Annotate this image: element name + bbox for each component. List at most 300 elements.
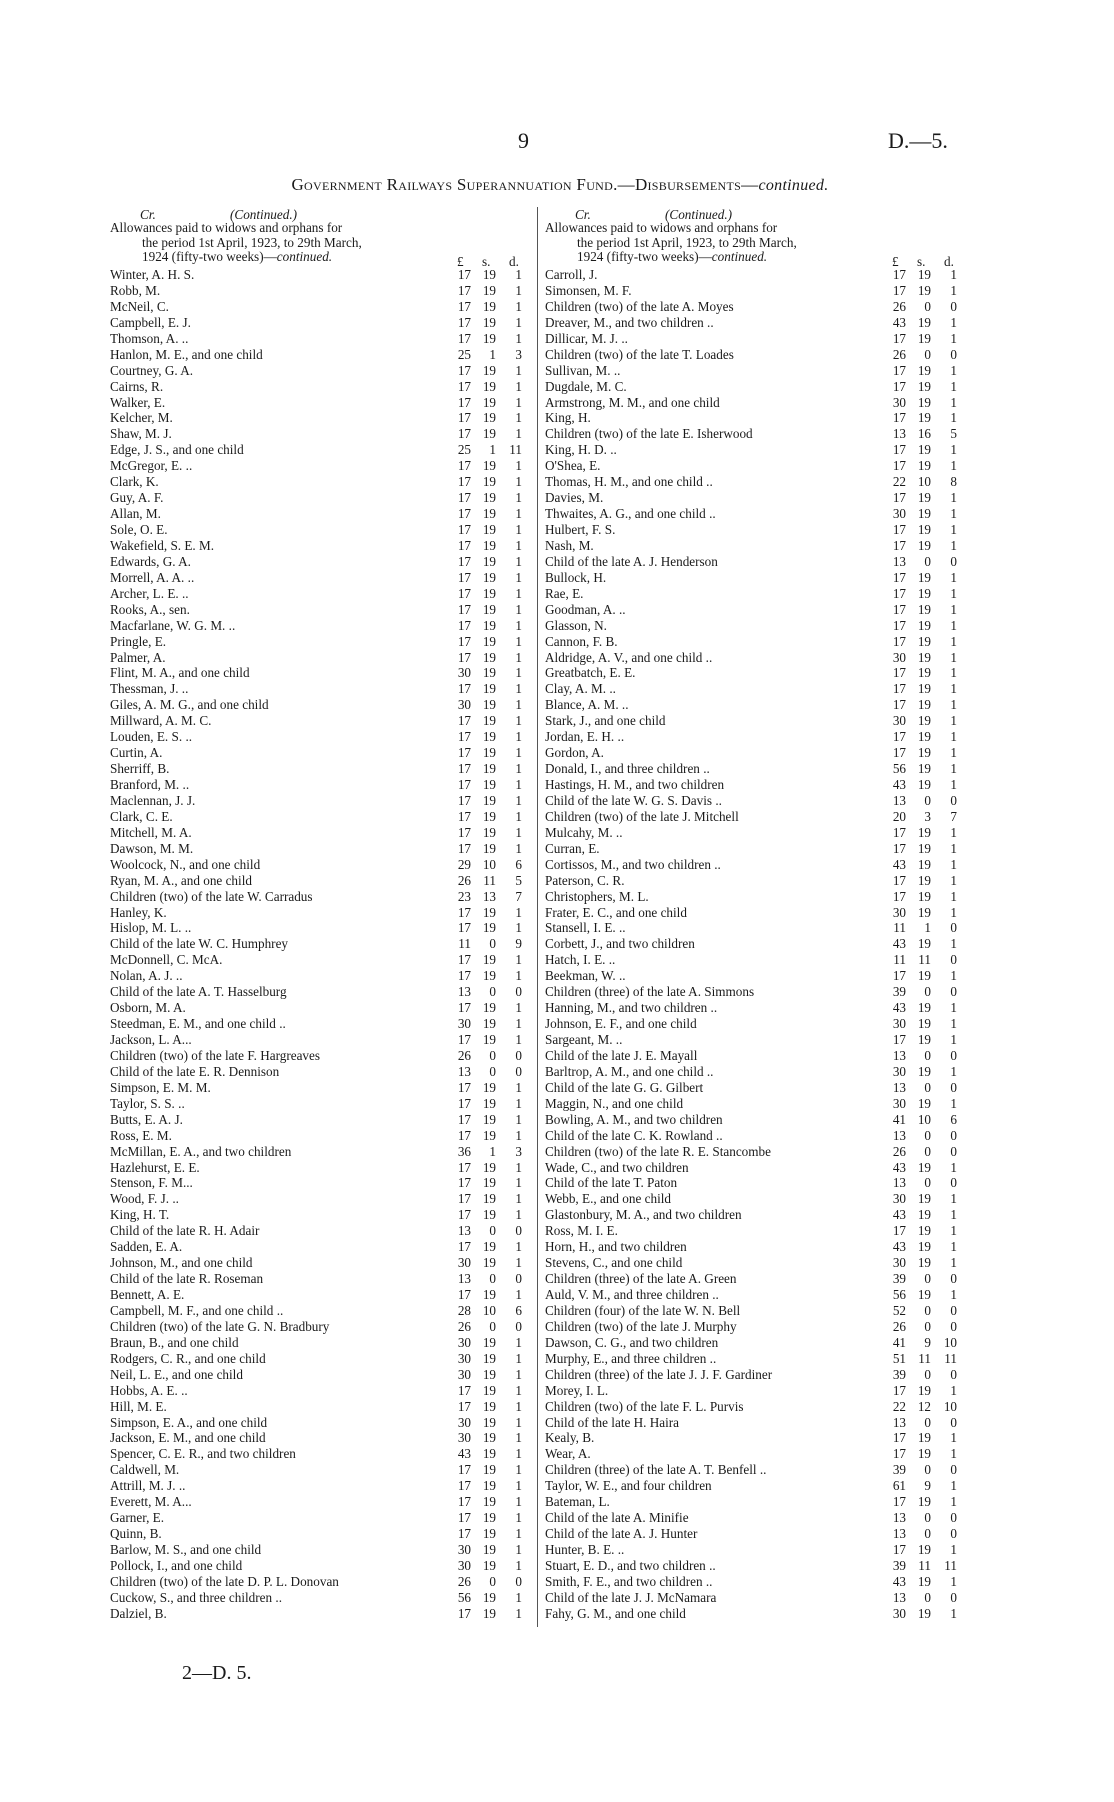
amount-pence: 1 xyxy=(950,968,957,984)
ledger-row xyxy=(110,1558,533,1574)
amount-pounds: 13 xyxy=(892,1414,906,1430)
amount-shillings: 3 xyxy=(924,808,931,824)
shilling-header: s. xyxy=(482,254,491,269)
amount-shillings: 19 xyxy=(917,713,931,729)
entry-name: Shaw, M. J. xyxy=(110,426,172,442)
ledger-row xyxy=(545,1606,968,1622)
entry-name: Child of the late W. C. Humphrey xyxy=(110,936,289,952)
amount-shillings: 0 xyxy=(489,1573,496,1589)
ledger-row xyxy=(110,395,533,411)
amount-pounds: 30 xyxy=(457,697,471,713)
entry-name: Hastings, H. M., and two children xyxy=(545,777,725,792)
ledger-row xyxy=(545,315,968,331)
amount-pence: 1 xyxy=(515,1526,522,1542)
amount-shillings: 10 xyxy=(917,1111,931,1127)
entry-name: Woolcock, N., and one child xyxy=(110,856,261,872)
entry-name: Jackson, L. A... xyxy=(110,1032,192,1047)
ledger-row xyxy=(110,681,533,697)
amount-pounds: 17 xyxy=(892,410,906,426)
entry-name: Stark, J., and one child xyxy=(545,713,666,729)
amount-pounds: 39 xyxy=(892,1271,906,1287)
amount-pence: 1 xyxy=(515,745,522,761)
amount-shillings: 19 xyxy=(917,697,931,713)
ledger-row xyxy=(545,1032,968,1048)
entry-name: Steedman, E. M., and one child .. xyxy=(110,1016,286,1032)
amount-shillings: 1 xyxy=(489,1143,496,1159)
amount-shillings: 19 xyxy=(482,1191,496,1207)
amount-shillings: 19 xyxy=(482,761,496,777)
amount-pounds: 17 xyxy=(457,1462,471,1478)
entry-name: Glasson, N. xyxy=(545,617,607,633)
ledger-row xyxy=(545,283,968,299)
amount-pounds: 41 xyxy=(892,1111,906,1127)
amount-shillings: 0 xyxy=(924,1462,931,1478)
amount-shillings: 19 xyxy=(482,665,496,681)
ledger-row xyxy=(545,1287,968,1303)
ledger-row xyxy=(545,1175,968,1191)
amount-shillings: 19 xyxy=(482,1350,496,1366)
amount-pounds: 17 xyxy=(892,1382,906,1398)
entry-name: Thomas, H. M., and one child .. xyxy=(545,474,713,490)
entry-name: Hatch, I. E. .. xyxy=(545,952,616,968)
amount-pence: 1 xyxy=(515,1287,522,1302)
ledger-row xyxy=(110,1223,533,1239)
amount-pence: 1 xyxy=(950,1542,957,1557)
amount-shillings: 19 xyxy=(482,1079,496,1095)
ledger-row xyxy=(110,442,533,458)
ledger-row xyxy=(545,1526,968,1542)
title-main: Government Railways Superannuation Fund.—Disbursements— xyxy=(291,175,759,194)
entry-name: Clark, K. xyxy=(110,474,159,490)
amount-pence: 1 xyxy=(515,267,522,282)
pence-header: d. xyxy=(509,254,519,269)
ledger-row xyxy=(545,1096,968,1112)
entry-name: King, H. T. xyxy=(110,1207,170,1223)
amount-shillings: 19 xyxy=(482,745,496,761)
amount-pence: 1 xyxy=(515,665,522,681)
amount-pounds: 17 xyxy=(457,298,471,314)
ledger-row xyxy=(110,793,533,809)
entry-name: Fahy, G. M., and one child xyxy=(545,1605,686,1621)
amount-shillings: 19 xyxy=(917,1542,931,1557)
amount-pounds: 17 xyxy=(457,1191,471,1207)
amount-pounds: 52 xyxy=(892,1302,906,1318)
ledger-row xyxy=(545,1574,968,1590)
amount-pounds: 17 xyxy=(892,585,906,601)
ledger-row xyxy=(545,809,968,825)
amount-pence: 0 xyxy=(515,1063,522,1079)
amount-shillings: 9 xyxy=(924,1334,931,1350)
ledger-row xyxy=(545,1160,968,1176)
amount-pounds: 11 xyxy=(893,920,906,936)
amount-pence: 10 xyxy=(943,1398,957,1414)
amount-pence: 1 xyxy=(950,681,957,697)
intro-line-3b: continued. xyxy=(276,249,333,264)
amount-pence: 1 xyxy=(950,649,957,665)
amount-pounds: 43 xyxy=(457,1446,471,1462)
entry-name: Thessman, J. .. xyxy=(110,681,189,697)
amount-shillings: 19 xyxy=(482,1589,496,1605)
entry-name: Child of the late H. Haira xyxy=(545,1414,680,1430)
entry-name: Osborn, M. A. xyxy=(110,1000,186,1016)
amount-pounds: 17 xyxy=(892,362,906,378)
ledger-row xyxy=(110,1590,533,1606)
ledger-row xyxy=(545,1383,968,1399)
page-number: 9 xyxy=(518,128,529,153)
amount-shillings: 19 xyxy=(482,569,496,585)
amount-pounds: 30 xyxy=(457,1255,471,1271)
ledger-row xyxy=(110,1239,533,1255)
amount-pence: 1 xyxy=(515,1366,522,1382)
amount-pence: 1 xyxy=(515,1191,522,1207)
amount-shillings: 19 xyxy=(917,1382,931,1398)
amount-shillings: 19 xyxy=(482,1542,496,1557)
amount-pence: 1 xyxy=(515,601,522,617)
amount-pounds: 26 xyxy=(892,298,906,314)
amount-shillings: 0 xyxy=(924,984,931,1000)
amount-shillings: 0 xyxy=(489,984,496,1000)
ledger-row xyxy=(545,889,968,905)
amount-pence: 1 xyxy=(950,665,957,681)
amount-shillings: 16 xyxy=(917,426,931,442)
amount-shillings: 0 xyxy=(924,553,931,569)
entry-name: Children (three) of the late J. J. F. Gardiner xyxy=(545,1366,773,1382)
amount-pounds: 11 xyxy=(458,936,471,952)
entry-name: Everett, M. A... xyxy=(110,1494,192,1510)
amount-pence: 0 xyxy=(950,792,957,808)
amount-pounds: 17 xyxy=(892,633,906,649)
amount-pounds: 17 xyxy=(457,713,471,729)
entry-name: Children (two) of the late J. Mitchell xyxy=(545,808,739,824)
amount-pounds: 17 xyxy=(892,490,906,506)
entry-name: Simpson, E. A., and one child xyxy=(110,1414,268,1430)
amount-pounds: 30 xyxy=(457,1334,471,1350)
ledger-row xyxy=(110,1096,533,1112)
amount-shillings: 19 xyxy=(917,378,931,394)
amount-shillings: 19 xyxy=(917,1239,931,1255)
amount-pence: 1 xyxy=(515,824,522,840)
amount-pounds: 26 xyxy=(457,1047,471,1063)
amount-pounds: 13 xyxy=(457,1063,471,1079)
ledger-row xyxy=(110,1128,533,1144)
amount-pounds: 17 xyxy=(457,617,471,633)
amount-pence: 1 xyxy=(515,314,522,330)
ledger-row xyxy=(545,1590,968,1606)
entry-name: Edge, J. S., and one child xyxy=(110,442,244,458)
amount-pounds: 17 xyxy=(457,267,471,282)
amount-pence: 1 xyxy=(515,968,522,984)
ledger-row xyxy=(545,984,968,1000)
amount-shillings: 19 xyxy=(482,314,496,330)
ledger-row xyxy=(545,426,968,442)
amount-pounds: 30 xyxy=(892,506,906,522)
title-continued: continued. xyxy=(758,177,829,194)
entry-name: Morrell, A. A. .. xyxy=(110,569,195,585)
amount-shillings: 19 xyxy=(482,1287,496,1302)
amount-shillings: 19 xyxy=(917,1573,931,1589)
amount-shillings: 0 xyxy=(924,792,931,808)
cr-label: Cr. xyxy=(575,207,591,222)
ledger-row xyxy=(110,634,533,650)
amount-shillings: 0 xyxy=(924,1414,931,1430)
amount-pence: 1 xyxy=(515,840,522,856)
amount-pounds: 56 xyxy=(892,761,906,777)
entry-name: Child of the late E. R. Dennison xyxy=(110,1063,280,1079)
amount-pence: 1 xyxy=(515,362,522,378)
entry-name: Children (three) of the late A. T. Benfell .. xyxy=(545,1462,767,1478)
amount-pounds: 30 xyxy=(457,1016,471,1032)
amount-pence: 1 xyxy=(515,378,522,394)
amount-pounds: 17 xyxy=(457,410,471,426)
pence-header: d. xyxy=(944,254,954,269)
entry-name: Children (two) of the late A. Moyes xyxy=(545,298,734,314)
amount-pounds: 17 xyxy=(457,1095,471,1111)
entry-name: Goodman, A. .. xyxy=(545,601,626,617)
entry-name: Armstrong, M. M., and one child xyxy=(545,394,720,410)
left-column xyxy=(110,207,533,1622)
amount-pounds: 43 xyxy=(892,936,906,952)
ledger-row xyxy=(545,1478,968,1494)
amount-shillings: 19 xyxy=(482,808,496,824)
amount-shillings: 19 xyxy=(482,298,496,314)
amount-pence: 1 xyxy=(950,585,957,601)
amount-pounds: 43 xyxy=(892,1159,906,1175)
entry-name: Hislop, M. L. .. xyxy=(110,920,192,936)
amount-shillings: 19 xyxy=(482,697,496,713)
ledger-row xyxy=(545,1000,968,1016)
entry-name: Child of the late A. J. Henderson xyxy=(545,553,718,569)
entry-name: Caldwell, M. xyxy=(110,1462,180,1478)
amount-pounds: 13 xyxy=(892,1526,906,1542)
amount-shillings: 10 xyxy=(917,474,931,490)
amount-pence: 0 xyxy=(515,1271,522,1287)
amount-pence: 11 xyxy=(509,442,522,458)
amount-pence: 0 xyxy=(950,1047,957,1063)
amount-shillings: 19 xyxy=(917,522,931,537)
amount-pounds: 56 xyxy=(457,1589,471,1605)
money-headers xyxy=(884,254,964,268)
amount-shillings: 19 xyxy=(482,1255,496,1271)
ledger-row xyxy=(110,379,533,395)
amount-shillings: 19 xyxy=(482,330,496,346)
amount-pence: 1 xyxy=(515,729,522,745)
amount-shillings: 19 xyxy=(917,1494,931,1510)
amount-pence: 1 xyxy=(515,474,522,490)
amount-shillings: 19 xyxy=(917,904,931,920)
amount-pounds: 17 xyxy=(892,1032,906,1047)
ledger-row xyxy=(110,1271,533,1287)
amount-pounds: 17 xyxy=(892,537,906,553)
amount-pence: 1 xyxy=(950,1287,957,1302)
amount-pence: 1 xyxy=(950,729,957,745)
amount-pounds: 17 xyxy=(457,968,471,984)
amount-pence: 1 xyxy=(950,1223,957,1239)
entry-name: Child of the late T. Paton xyxy=(545,1175,678,1191)
amount-pence: 1 xyxy=(515,1605,522,1621)
amount-shillings: 19 xyxy=(482,617,496,633)
intro-text xyxy=(545,221,875,265)
ledger-row xyxy=(110,331,533,347)
entry-name: Pollock, I., and one child xyxy=(110,1557,243,1573)
ledger-row xyxy=(545,968,968,984)
amount-pounds: 41 xyxy=(892,1334,906,1350)
amount-shillings: 19 xyxy=(917,761,931,777)
amount-pounds: 17 xyxy=(892,968,906,984)
amount-pence: 1 xyxy=(950,569,957,585)
ledger-row xyxy=(545,1128,968,1144)
ledger-row xyxy=(545,1430,968,1446)
amount-pence: 0 xyxy=(515,984,522,1000)
entry-name: Hanley, K. xyxy=(110,904,167,920)
ledger-row xyxy=(110,729,533,745)
amount-pounds: 17 xyxy=(457,378,471,394)
ledger-row xyxy=(545,1510,968,1526)
entry-name: Barlow, M. S., and one child xyxy=(110,1542,262,1557)
amount-shillings: 0 xyxy=(924,1526,931,1542)
amount-shillings: 19 xyxy=(482,1478,496,1494)
ledger-row xyxy=(110,1175,533,1191)
ledger-row xyxy=(110,697,533,713)
amount-shillings: 1 xyxy=(924,920,931,936)
amount-pounds: 17 xyxy=(892,442,906,458)
ledger-row xyxy=(545,1399,968,1415)
amount-pounds: 17 xyxy=(457,522,471,537)
amount-pence: 1 xyxy=(950,1430,957,1446)
ledger-row xyxy=(545,952,968,968)
entry-name: Davies, M. xyxy=(545,490,604,506)
amount-pounds: 17 xyxy=(457,474,471,490)
amount-pence: 1 xyxy=(950,617,957,633)
amount-pence: 0 xyxy=(950,920,957,936)
entry-name: Curtin, A. xyxy=(110,745,163,761)
ledger-row xyxy=(545,1144,968,1160)
footer-signature: 2—D. 5. xyxy=(182,1662,252,1684)
amount-pence: 1 xyxy=(950,824,957,840)
amount-pounds: 17 xyxy=(457,1032,471,1047)
amount-pounds: 17 xyxy=(457,569,471,585)
amount-pounds: 17 xyxy=(892,267,906,282)
entry-name: Curran, E. xyxy=(545,840,600,856)
amount-pence: 1 xyxy=(950,713,957,729)
amount-pounds: 17 xyxy=(457,729,471,745)
ledger-row xyxy=(545,665,968,681)
shilling-header: s. xyxy=(917,254,926,269)
ledger-row xyxy=(110,1016,533,1032)
entry-name: Murphy, E., and three children .. xyxy=(545,1350,717,1366)
amount-pence: 1 xyxy=(515,585,522,601)
amount-shillings: 11 xyxy=(483,872,496,888)
amount-pence: 1 xyxy=(950,936,957,952)
entry-name: Mulcahy, M. .. xyxy=(545,824,623,840)
amount-pounds: 26 xyxy=(457,872,471,888)
amount-pounds: 17 xyxy=(892,697,906,713)
amount-shillings: 19 xyxy=(917,569,931,585)
ledger-row xyxy=(110,1542,533,1558)
entry-name: Dalziel, B. xyxy=(110,1605,167,1621)
amount-pence: 6 xyxy=(515,1302,522,1318)
amount-shillings: 19 xyxy=(917,601,931,617)
amount-shillings: 19 xyxy=(917,856,931,872)
entry-name: Maggin, N., and one child xyxy=(545,1095,684,1111)
amount-pounds: 17 xyxy=(457,1287,471,1302)
entry-name: Maclennan, J. J. xyxy=(110,792,196,808)
ledger-row xyxy=(545,1351,968,1367)
amount-pence: 1 xyxy=(515,1175,522,1191)
intro-line-3b: continued. xyxy=(711,249,768,264)
ledger-row xyxy=(110,1032,533,1048)
ledger-row xyxy=(545,1303,968,1319)
amount-pence: 1 xyxy=(515,330,522,346)
amount-pence: 0 xyxy=(950,1079,957,1095)
ledger-row xyxy=(110,920,533,936)
amount-pounds: 17 xyxy=(457,1159,471,1175)
entry-name: Hill, M. E. xyxy=(110,1398,167,1414)
page-title xyxy=(150,175,970,195)
amount-shillings: 13 xyxy=(482,888,496,904)
ledger-row xyxy=(545,697,968,713)
amount-pence: 0 xyxy=(950,1526,957,1542)
amount-pence: 1 xyxy=(950,1382,957,1398)
amount-shillings: 19 xyxy=(482,1016,496,1032)
amount-pounds: 17 xyxy=(457,1494,471,1510)
ledger-row xyxy=(110,889,533,905)
amount-pounds: 30 xyxy=(892,1016,906,1032)
amount-pounds: 36 xyxy=(457,1143,471,1159)
amount-pounds: 17 xyxy=(457,362,471,378)
amount-pounds: 17 xyxy=(892,1494,906,1510)
ledger-row xyxy=(545,1016,968,1032)
entry-name: Children (two) of the late D. P. L. Donovan xyxy=(110,1573,339,1589)
amount-pounds: 17 xyxy=(457,1526,471,1542)
amount-pounds: 17 xyxy=(457,1127,471,1143)
amount-pence: 0 xyxy=(950,1589,957,1605)
entry-name: Wear, A. xyxy=(545,1446,591,1462)
amount-pounds: 13 xyxy=(892,1047,906,1063)
amount-pounds: 17 xyxy=(457,952,471,968)
amount-pence: 11 xyxy=(944,1350,957,1366)
amount-pence: 1 xyxy=(515,792,522,808)
amount-pence: 1 xyxy=(515,713,522,729)
amount-pounds: 17 xyxy=(892,888,906,904)
amount-shillings: 19 xyxy=(917,681,931,697)
amount-shillings: 19 xyxy=(482,1000,496,1016)
entry-name: Clay, A. M. .. xyxy=(545,681,616,697)
entry-name: Louden, E. S. .. xyxy=(110,729,193,745)
entry-name: McGregor, E. .. xyxy=(110,458,193,474)
amount-pence: 0 xyxy=(950,1127,957,1143)
amount-pounds: 39 xyxy=(892,984,906,1000)
ledger-row xyxy=(545,1112,968,1128)
entry-name: Clark, C. E. xyxy=(110,808,173,824)
ledger-row xyxy=(545,936,968,952)
amount-shillings: 19 xyxy=(917,490,931,506)
entry-name: Macfarlane, W. G. M. .. xyxy=(110,617,236,633)
ledger-row xyxy=(545,1207,968,1223)
entry-name: Mitchell, M. A. xyxy=(110,824,192,840)
amount-pence: 1 xyxy=(515,681,522,697)
entry-name: Child of the late R. Roseman xyxy=(110,1271,264,1287)
entry-name: Attrill, M. J. .. xyxy=(110,1478,186,1494)
entry-name: Johnson, M., and one child xyxy=(110,1255,253,1271)
entry-name: Child of the late A. Minifie xyxy=(545,1510,689,1526)
ledger-row xyxy=(545,474,968,490)
ledger-row xyxy=(545,395,968,411)
entry-name: Children (two) of the late R. E. Stancombe xyxy=(545,1143,771,1159)
ledger-row xyxy=(545,331,968,347)
amount-pounds: 30 xyxy=(457,665,471,681)
amount-shillings: 19 xyxy=(917,649,931,665)
amount-pounds: 17 xyxy=(457,681,471,697)
